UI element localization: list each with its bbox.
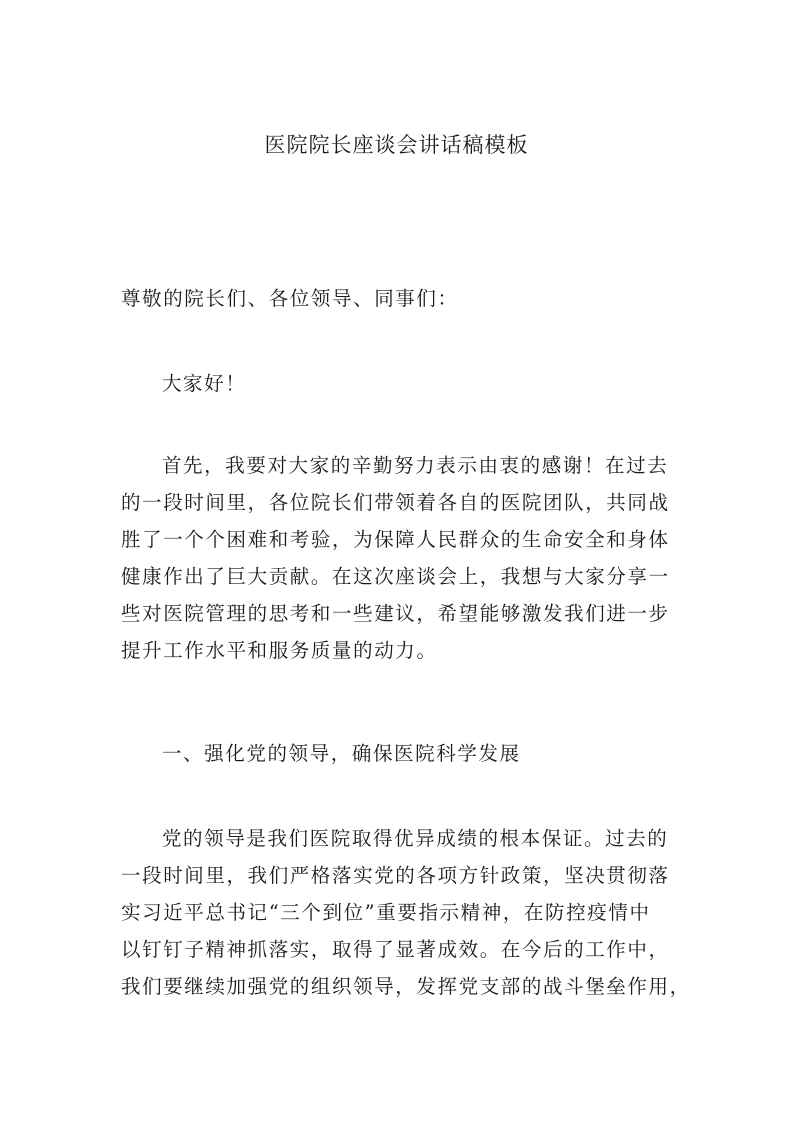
paragraph-1 (121, 447, 681, 669)
greeting: 大家好！ (161, 372, 247, 395)
salutation: 尊敬的院长们、各位领导、同事们： (121, 287, 459, 310)
paragraph-2-line: 一段时间里，我们严格落实党的各项方针政策，坚决贯彻落 (121, 864, 670, 887)
document-title: 医院院长座谈会讲话稿模板 (264, 133, 529, 157)
paragraph-1-line: 的一段时间里，各位院长们带领着各自的医院团队，共同战 (121, 491, 670, 514)
paragraph-2-line: 实习近平总书记“三个到位”重要指示精神，在防控疫情中 (121, 901, 651, 924)
paragraph-1-line: 健康作出了巨大贡献。在这次座谈会上，我想与大家分享一 (121, 565, 670, 588)
paragraph-2-line: 党的领导是我们医院取得优异成绩的根本保证。过去的 (161, 827, 669, 850)
paragraph-2 (121, 820, 691, 1005)
paragraph-1-line: 些对医院管理的思考和一些建议，希望能够激发我们进一步 (121, 602, 670, 625)
paragraph-1-line: 胜了一个个困难和考验，为保障人民群众的生命安全和身体 (121, 528, 670, 551)
paragraph-1-line: 提升工作水平和服务质量的动力。 (121, 639, 438, 662)
section-1-heading: 一、强化党的领导，确保医院科学发展 (161, 742, 521, 765)
paragraph-1-line: 首先，我要对大家的辛勤努力表示由衷的感谢！在过去 (161, 454, 669, 477)
paragraph-2-line: 我们要继续加强党的组织领导，发挥党支部的战斗堡垒作用， (121, 975, 691, 998)
paragraph-2-line: 以钉钉子精神抓落实，取得了显著成效。在今后的工作中， (121, 938, 670, 961)
